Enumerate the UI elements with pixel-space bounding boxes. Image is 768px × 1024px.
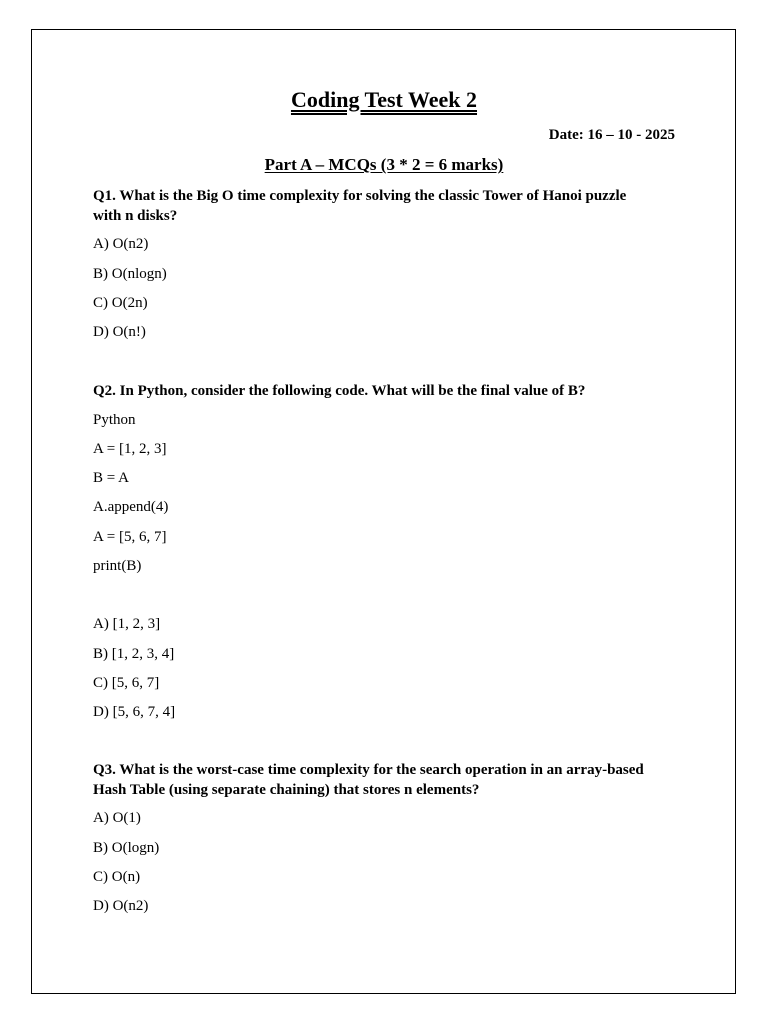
q2-code-line-5: print(B) <box>93 558 142 574</box>
q2-option-b: B) [1, 2, 3, 4] <box>93 646 175 662</box>
q2-code-line-1: A = [1, 2, 3] <box>93 441 167 457</box>
q1-option-b: B) O(nlogn) <box>93 266 167 282</box>
q2-option-c: C) [5, 6, 7] <box>93 675 160 691</box>
q3-text-line-1: Q3. What is the worst-case time complexity for the search operation in an array-based <box>93 762 644 778</box>
q2-code-line-4: A = [5, 6, 7] <box>93 529 167 545</box>
q3-text-line-2: Hash Table (using separate chaining) that stores n elements? <box>93 782 480 798</box>
test-date: Date: 16 – 10 - 2025 <box>548 127 675 143</box>
q3-option-a: A) O(1) <box>93 810 141 826</box>
q1-option-a: A) O(n2) <box>93 236 149 252</box>
q1-option-d: D) O(n!) <box>93 324 146 340</box>
q1-text-line-1: Q1. What is the Big O time complexity for solving the classic Tower of Hanoi puzzle <box>93 188 627 204</box>
title-text: Coding Test Week 2 <box>290 87 478 112</box>
q3-option-c: C) O(n) <box>93 869 141 885</box>
q2-option-a: A) [1, 2, 3] <box>93 616 161 632</box>
q2-option-d: D) [5, 6, 7, 4] <box>93 704 176 720</box>
q2-text-line-1: Q2. In Python, consider the following code. What will be the final value of B? <box>93 383 586 399</box>
q1-text-line-2: with n disks? <box>93 208 178 224</box>
q2-code-line-3: A.append(4) <box>93 499 169 515</box>
section-heading <box>0 154 768 176</box>
q1-option-c: C) O(2n) <box>93 295 148 311</box>
q2-code-line-2: B = A <box>93 470 129 486</box>
q2-code-language: Python <box>93 412 136 428</box>
section-heading-text: Part A – MCQs (3 * 2 = 6 marks) <box>264 155 504 174</box>
page-title <box>0 86 768 114</box>
q3-option-b: B) O(logn) <box>93 840 160 856</box>
q3-option-d: D) O(n2) <box>93 898 149 914</box>
